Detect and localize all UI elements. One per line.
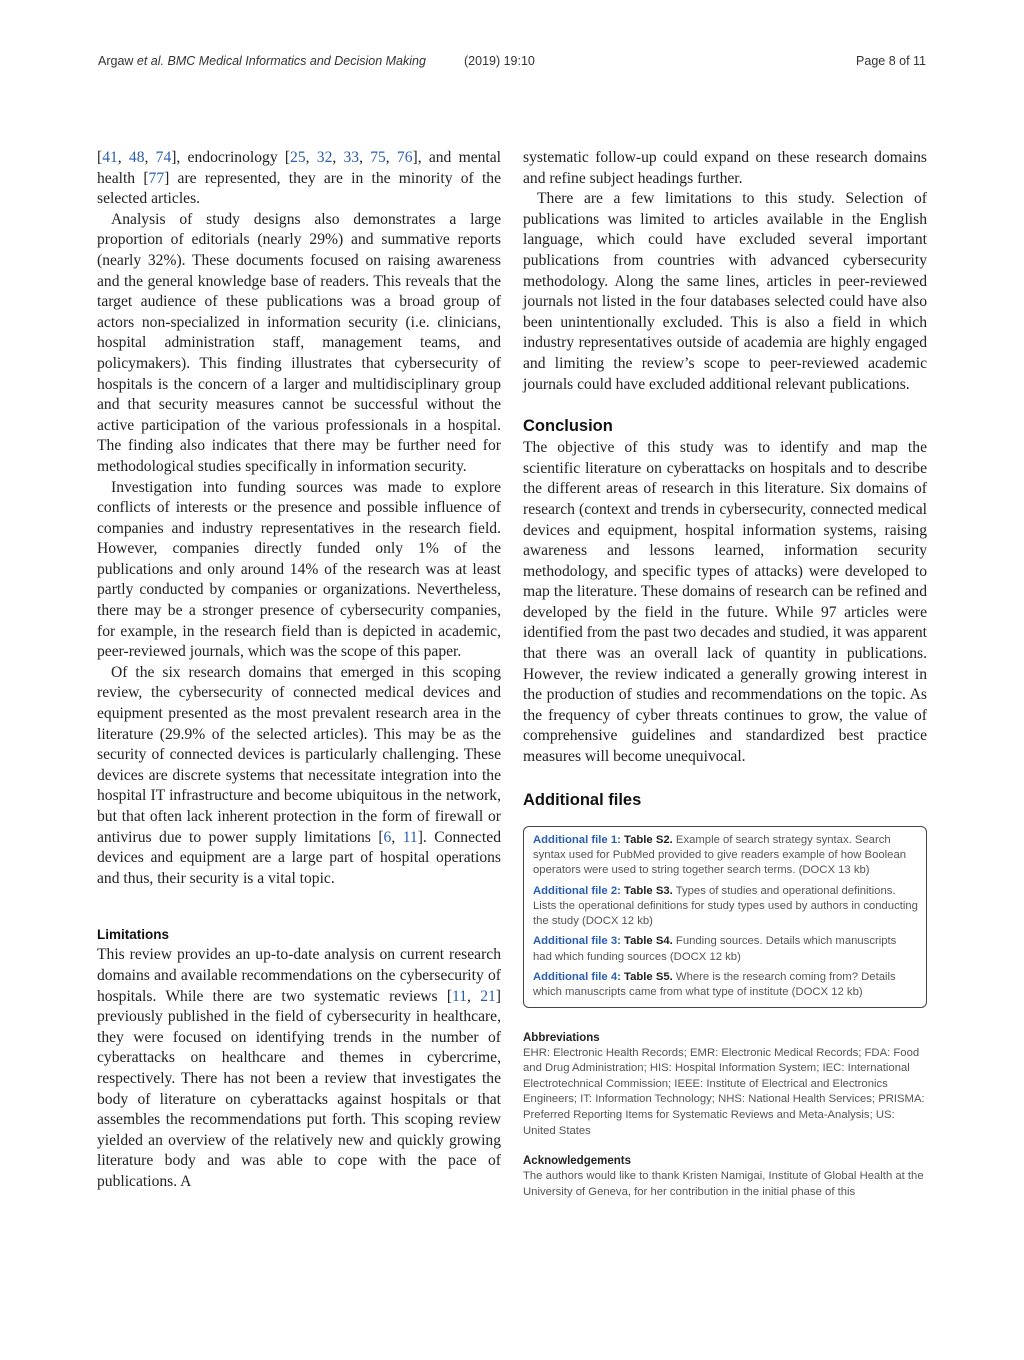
additional-file-description: Funding sources. Details which manuscripts had which funding sources (DOCX 12 kb) bbox=[533, 935, 897, 963]
citation-link[interactable]: 21 bbox=[480, 987, 496, 1005]
citation-link[interactable]: 77 bbox=[148, 169, 165, 187]
additional-file-description: Types of studies and operational definitions. Lists the operational definitions for study types used by authors in conducting the study (DOCX 12 kb) bbox=[533, 884, 918, 928]
acknowledgements-text: The authors would like to thank Kristen Namigai, Institute of Global Health at the University of Geneva, for her contribution in the initial phase of this bbox=[523, 1170, 924, 1198]
citation-link[interactable]: 48 bbox=[128, 149, 145, 166]
paragraph: Investigation into funding sources was made to explore conflicts of interests or the presence and possible influence of companies and industry representatives in the research field. However, companies directly funded only 1% of the publications and only around 14% of the research was at least partly conducted by companies or organizations. Nevertheless, there may be a stronger presence of cybersecurity companies, for example, in the research field than is depicted in academic, peer-reviewed journals, which was the scope of this paper. bbox=[97, 478, 501, 661]
abbreviations-section bbox=[523, 1031, 927, 1140]
citation-link[interactable]: 76 bbox=[396, 149, 413, 166]
additional-file-link[interactable]: Additional file 3: bbox=[533, 935, 621, 948]
additional-file-description: Where is the research coming from? Details which manuscripts came from what type of institute (DOCX 12 kb) bbox=[533, 971, 896, 999]
paragraph: systematic follow-up could expand on these research domains and refine subject headings further. bbox=[523, 149, 927, 187]
running-head-citation bbox=[98, 54, 426, 68]
additional-file-description: Example of search strategy syntax. Search syntax used for PubMed provided to give readers example of how Boolean operators were used to string together search terms. (DOCX 13 kb) bbox=[533, 833, 907, 877]
citation-link[interactable]: 41 bbox=[102, 149, 118, 166]
running-head-volume: (2019) 19:10 bbox=[464, 54, 535, 68]
additional-file-table: Table S5. bbox=[620, 971, 673, 983]
acknowledgements-section bbox=[523, 1154, 927, 1200]
running-head-authors: Argaw bbox=[98, 54, 134, 68]
paragraph-text: This review provides an up-to-date analysis on current research domains and available recommendations on the cybersecurity of hospitals. While there are two systematic reviews [ bbox=[97, 946, 501, 1005]
left-column bbox=[97, 148, 501, 1193]
section-heading-conclusion: Conclusion bbox=[523, 417, 613, 436]
additional-file-entry bbox=[533, 934, 918, 965]
running-head-journal: BMC Medical Informatics and Decision Making bbox=[164, 54, 426, 68]
paragraph-text: ], endocrinology [ bbox=[171, 149, 291, 166]
additional-file-entry bbox=[533, 970, 918, 1001]
citation-link[interactable]: 74 bbox=[155, 149, 172, 166]
additional-file-entry bbox=[533, 833, 918, 879]
paragraph: [41, 48, 74], endocrinology [25, 32, 33, 75, 76], and mental health [77] are represented, they are in the minority of the selected articles. bbox=[97, 149, 502, 208]
additional-file-link[interactable]: Additional file 4: bbox=[533, 971, 621, 983]
citation-link[interactable]: 32 bbox=[316, 149, 333, 166]
paragraph-text: ]. Connected devices and equipment are a large part of hospital operations and thus, their security is a vital topic. bbox=[97, 828, 501, 887]
additional-file-table: Table S2. bbox=[620, 833, 673, 846]
additional-files-box bbox=[523, 826, 927, 1008]
additional-file-table: Table S4. bbox=[620, 935, 673, 948]
paragraph: There are a few limitations to this study. Selection of publications was limited to articles available in the English language, which could have excluded several important publications from countries with advanced cybersecurity methodology. Along the same lines, articles in peer-reviewed journals not listed in the four databases selected could have also been unintentionally excluded. This is also a field in which industry representatives outside of academia are highly engaged and limiting the review’s scope to peer-reviewed academic journals could have excluded additional relevant publications. bbox=[523, 190, 927, 393]
paragraph: Of the six research domains that emerged in this scoping review, the cybersecurity of connected medical devices and equipment presented as the most prevalent research area in the literature (29.9% of the selected articles). This may be as the security of connected devices is particularly challenging. These devices are discrete systems that necessitate integration into the hospital IT infrastructure and become ubiquitous in the network, but that often lack inherent protection in the form of firewall or antivirus due to power supply limitations [6, 11]. Connected devices and equipment are a large part of hospital operations and thus, their security is a vital topic. bbox=[97, 663, 501, 887]
citation-link[interactable]: 11 bbox=[452, 987, 468, 1005]
paragraph-text: ], and mental health [ bbox=[97, 149, 502, 187]
running-head bbox=[98, 54, 926, 72]
section-heading-additional-files: Additional files bbox=[523, 790, 642, 809]
abbreviations-text: EHR: Electronic Health Records; EMR: Electronic Medical Records; FDA: Food and Drug Administration; HIS: Hospital Information System; IEC: International Electrotechnical Commission; IEEE: Institute of Electrical and Electronics Engineers; IT: Information Technology; NHS: National Health Services; PRISMA: Preferred Reporting Items for Systematic Reviews and Meta-Analysis; US: United States bbox=[523, 1046, 925, 1137]
citation-link[interactable]: 75 bbox=[370, 149, 386, 166]
abbreviations-heading: Abbreviations bbox=[523, 1031, 600, 1044]
additional-file-table: Table S3. bbox=[620, 884, 673, 897]
page-number: Page 8 of 11 bbox=[856, 54, 926, 68]
paragraph: This review provides an up-to-date analysis on current research domains and available recommendations on the cybersecurity of hospitals. While there are two systematic reviews [11, 21] previously published in the field of cybersecurity in healthcare, they were focused on identifying trends in the number of cyberattacks on healthcare and themes in cybercrime, respectively. There has not been a review that investigates the body of literature on cyberattacks against hospitals or that assembles the recommendations put forth. This scoping review yielded an overview of the relatively new and quickly growing literature body and was able to cope with the pace of publications. A bbox=[97, 946, 501, 1190]
section-heading-limitations: Limitations bbox=[97, 927, 170, 943]
paragraph: The objective of this study was to identify and map the scientific literature on cyberattacks on hospitals and to describe the different areas of research in this literature. Six domains of research (context and trends in cybersecurity, connected medical devices and equipment, hospital information systems, raising awareness and lessons learned, information security methodology, and specific types of attacks) were developed to map the literature. These domains of research can be refined and developed by the field in the future. While 97 articles were identified from the past two decades and studied, it was apparent that there was an overall lack of quantity in publications. However, the review indicated a generally growing interest in the production of studies and recommendations on the topic. As the frequency of cyber threats continues to grow, the value of comprehensive guidelines and standardized best practice measures will become unequivocal. bbox=[523, 439, 928, 766]
additional-file-link[interactable]: Additional file 1: bbox=[533, 833, 621, 846]
citation-link[interactable]: 33 bbox=[343, 149, 360, 166]
additional-file-entry bbox=[533, 884, 918, 930]
citation-link[interactable]: 25 bbox=[290, 149, 306, 166]
citation-link[interactable]: 6 bbox=[383, 828, 392, 846]
running-head-etal: et al. bbox=[133, 54, 165, 68]
paragraph-text: ] previously published in the field of cybersecurity in healthcare, they were focused on identifying trends in the number of cyberattacks on healthcare and themes in cybercrime, respectively. There has not been a review that investigates the body of literature on cyberattacks against hospitals or that assembles the recommendations put forth. This scoping review yielded an overview of the relatively new and quickly growing literature body and was able to cope with the pace of publications. A bbox=[97, 987, 501, 1190]
additional-file-link[interactable]: Additional file 2: bbox=[533, 884, 621, 897]
citation-link[interactable]: 11 bbox=[402, 828, 418, 846]
paragraph-text: ] are represented, they are in the minority of the selected articles. bbox=[97, 169, 501, 208]
paragraph: Analysis of study designs also demonstrates a large proportion of editorials (nearly 29%) and summative reports (nearly 32%). These documents focused on raising awareness and the general knowledge base of readers. This reveals that the target audience of these publications was a broad group of actors non-specialized in information security (i.e. clinicians, hospital administration staff, management teams, and policymakers). This finding illustrates that cybersecurity of hospitals is the concern of a larger and multidisciplinary group and that security measures cannot be successful without the active participation of the various professionals in a hospital. The finding also indicates that there may be further need for methodological studies specifically in information security. bbox=[97, 210, 501, 475]
acknowledgements-heading: Acknowledgements bbox=[523, 1155, 631, 1168]
right-column bbox=[523, 148, 927, 1200]
paragraph-text: Of the six research domains that emerged in this scoping review, the cybersecurity of connected medical devices and equipment presented as the most prevalent research area in the literature (29.9% of the selected articles). This may be as the security of connected devices is particularly challenging. These devices are discrete systems that necessitate integration into the hospital IT infrastructure and become ubiquitous in the network, but that often lack inherent protection in the form of firewall or antivirus due to power supply limitations [ bbox=[97, 663, 501, 846]
